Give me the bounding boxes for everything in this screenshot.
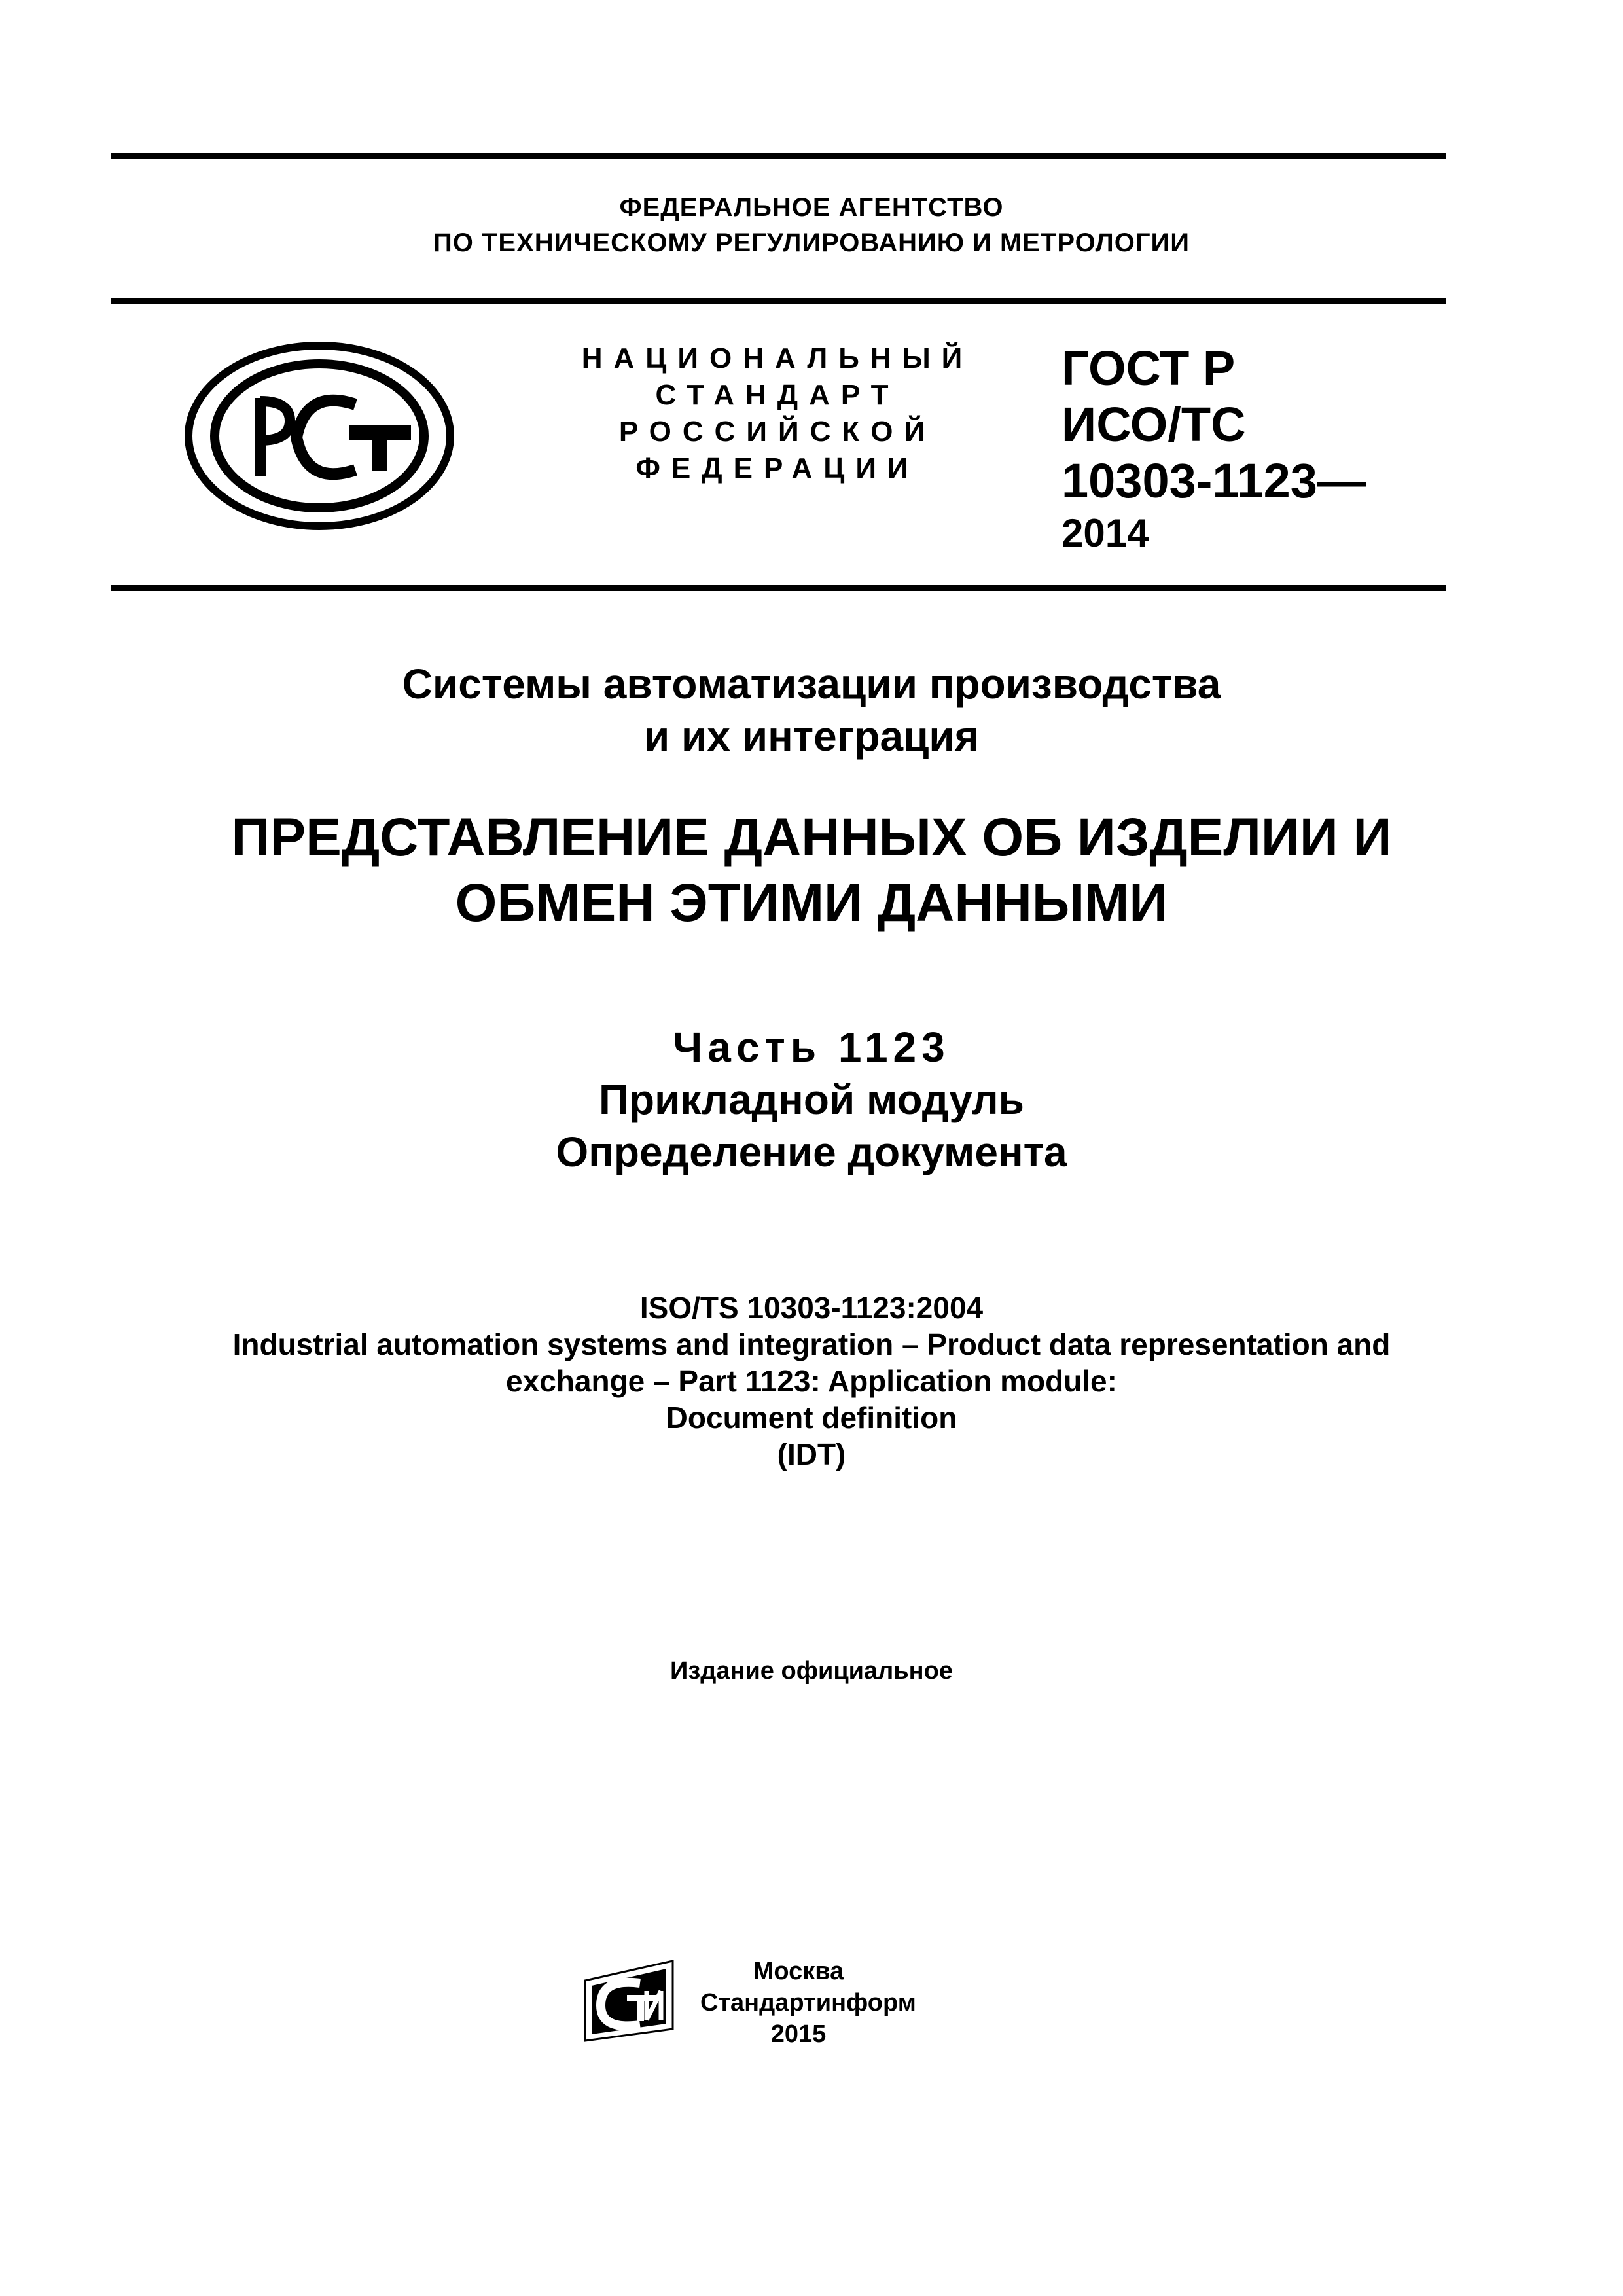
subtitle-line-1: Системы автоматизации производства bbox=[402, 660, 1221, 708]
iso-line-3: exchange – Part 1123: Application module: bbox=[506, 1364, 1117, 1398]
publisher-city: Москва bbox=[753, 1958, 844, 1985]
rst-logo-icon bbox=[182, 339, 457, 533]
publisher-year: 2015 bbox=[770, 2020, 827, 2048]
agency-line-2: ПО ТЕХНИЧЕСКОМУ РЕГУЛИРОВАНИЮ И МЕТРОЛОГИИ bbox=[433, 228, 1190, 257]
iso-line-4: Document definition bbox=[666, 1401, 957, 1435]
edition-label: Издание официальное bbox=[670, 1657, 953, 1685]
designation-line-3: 10303-1123— bbox=[1061, 454, 1366, 508]
natstd-line-4: ФЕДЕРАЦИИ bbox=[635, 452, 919, 484]
iso-reference bbox=[0, 1289, 1623, 1473]
publisher-name: Стандартинформ bbox=[700, 1989, 916, 2017]
part-heading bbox=[0, 1021, 1623, 1178]
designation-line-2: ИСО/ТС bbox=[1061, 397, 1246, 452]
national-standard-label bbox=[562, 340, 993, 487]
main-title-line-2: ОБМЕН ЭТИМИ ДАННЫМИ bbox=[455, 873, 1168, 933]
natstd-line-3: РОССИЙСКОЙ bbox=[618, 416, 936, 448]
iso-line-1: ISO/TS 10303-1123:2004 bbox=[639, 1291, 984, 1325]
document-main-title bbox=[0, 805, 1623, 936]
part-line-3: Определение документа bbox=[556, 1128, 1067, 1175]
publisher-logo-icon bbox=[581, 1957, 678, 2045]
designation-line-1: ГОСТ Р bbox=[1061, 341, 1236, 395]
designation-rule bbox=[111, 585, 1446, 591]
natstd-line-1: НАЦИОНАЛЬНЫЙ bbox=[581, 342, 974, 374]
header-rule bbox=[111, 298, 1446, 304]
part-number: Часть 1123 bbox=[673, 1024, 950, 1071]
agency-line-1: ФЕДЕРАЛЬНОЕ АГЕНТСТВО bbox=[619, 193, 1004, 222]
iso-line-2: Industrial automation systems and integration – Product data representation and bbox=[232, 1327, 1391, 1361]
publisher-block bbox=[700, 1956, 916, 2050]
document-subtitle bbox=[0, 658, 1623, 762]
agency-header bbox=[0, 190, 1623, 260]
designation-year: 2014 bbox=[1061, 511, 1149, 555]
standard-designation bbox=[1061, 340, 1366, 558]
natstd-line-2: СТАНДАРТ bbox=[655, 379, 900, 411]
top-rule bbox=[111, 153, 1446, 159]
main-title-line-1: ПРЕДСТАВЛЕНИЕ ДАННЫХ ОБ ИЗДЕЛИИ И bbox=[231, 808, 1392, 867]
part-line-2: Прикладной модуль bbox=[599, 1076, 1024, 1123]
iso-line-5: (IDT) bbox=[777, 1437, 846, 1471]
subtitle-line-2: и их интеграция bbox=[643, 713, 980, 760]
